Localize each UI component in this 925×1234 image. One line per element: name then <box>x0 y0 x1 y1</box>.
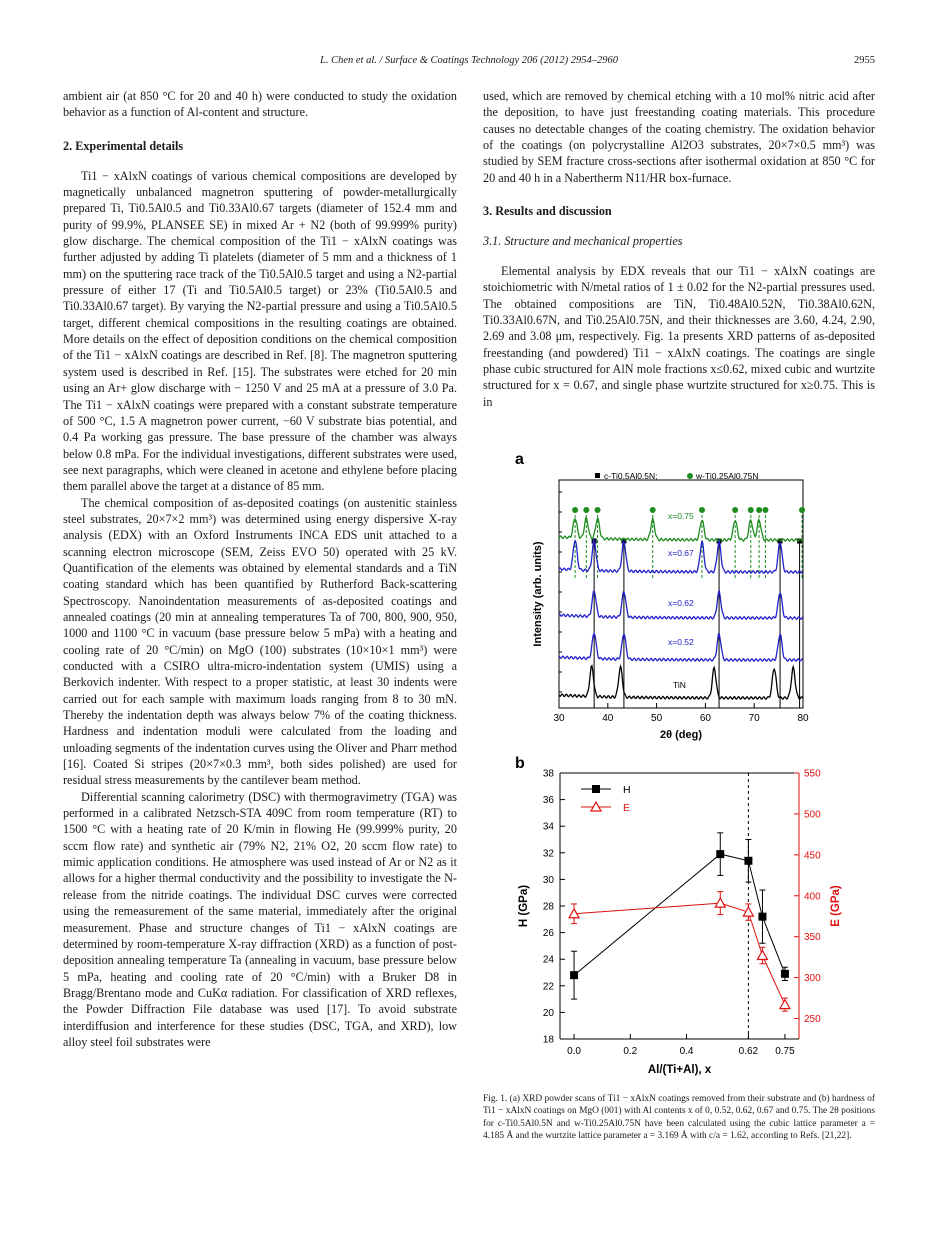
section-3-title: 3. Results and discussion <box>483 204 612 219</box>
wurtzite-ref-marker <box>762 507 768 513</box>
xrd-pattern-label: x=0.62 <box>668 598 694 608</box>
wurtzite-ref-marker <box>748 507 754 513</box>
experimental-paragraph-3: Differential scanning calorimetry (DSC) with thermogravimetry (TGA) was performed in a calibrated Netzsch-STA 409C from room temperature (RT) to 1500 °C with a heating rate of 20 K/min in flowing He (99.999% purity, 20 sccm flow rate) and synthetic air (79% N2, 21% O2, 20 sccm flow rate) to mimic application conditions. He atmosphere was used instead of Ar or N2 as it allows for a higher thermal conductivity and the possibility to investigate the N-release from the nitride coatings. The individual DSC curves were corrected using the remeasurement of the same material, immediately after the original measurement. Phase and structure changes of Ti1 − xAlxN coatings are determined by room-temperature X-ray diffraction (XRD) as a function of post-deposition annealing temperature Ta (annealing in vacuum, base pressure below 5 mPa, heating and cooling rate of 20 °C/min) with a Bruker D8 in Bragg/Brentano mode and CuKα radiation. For classification of XRD reflexes, the Powder Diffraction File database was used [17]. To avoid substrate interdiffusion and interference for these studies (DSC, TGA, and XRD), low alloy steel foil substrates were <box>63 789 457 1049</box>
legend-marker-wurtzite <box>687 473 693 479</box>
continued-paragraph: used, which are removed by chemical etching with a 10 mol% nitric acid after the deposition, to have just freestanding coating materials. This procedure causes no detectable changes of the coating chemistry. The oxidation behavior of the coatings (on polycrystalline Al2O3 substrates, 20×7×0.5 mm³) was studied by SEM fracture cross-sections after isothermal oxidation at 850 °C for 20 and 40 h in a Nabertherm N11/HR box-furnace. <box>483 89 875 185</box>
hardness-panel <box>518 769 842 1077</box>
hb-x-tick-label: 0.2 <box>623 1046 638 1057</box>
data-point-E <box>780 1000 790 1009</box>
hb-x-tick-label: 0.75 <box>775 1046 795 1057</box>
right-column <box>483 88 875 410</box>
h-y-tick-label: 24 <box>542 954 554 966</box>
h-y-tick-label: 20 <box>542 1007 554 1019</box>
h-y-tick-label: 28 <box>542 901 554 913</box>
e-y-tick-label: 550 <box>804 768 821 780</box>
wurtzite-ref-marker <box>595 507 601 513</box>
xrd-x-tick-label: 40 <box>602 713 614 724</box>
legend-label-E: E <box>623 802 631 814</box>
h-y-tick-label: 38 <box>542 768 554 780</box>
legend-marker-cubic <box>595 473 600 478</box>
legend-label-H: H <box>623 784 631 796</box>
journal-citation: L. Chen et al. / Surface & Coatings Technology 206 (2012) 2954–2960 <box>320 55 618 66</box>
left-column <box>63 88 457 1050</box>
section-3-1-title: 3.1. Structure and mechanical properties <box>483 234 683 249</box>
xrd-x-tick-label: 50 <box>651 713 663 724</box>
h-y-tick-label: 32 <box>542 848 554 860</box>
wurtzite-ref-marker <box>699 507 705 513</box>
e-y-tick-label: 300 <box>804 973 821 985</box>
xrd-x-tick-label: 30 <box>553 713 565 724</box>
xrd-x-tick-label: 60 <box>699 713 711 724</box>
h-y-tick-label: 26 <box>542 928 554 940</box>
hb-x-axis-label: Al/(Ti+Al), x <box>647 1064 712 1076</box>
figure-1 <box>483 440 883 1080</box>
xrd-pattern-label: x=0.67 <box>668 548 694 558</box>
panel-b-label: b <box>515 755 525 772</box>
h-y-axis-label: H (GPa) <box>518 884 530 928</box>
results-paragraph-1: Elemental analysis by EDX reveals that our Ti1 − xAlxN coatings are stoichiometric with N/metal ratios of 1 ± 0.02 for the N2-partial pressures used. The obtained compositions are TiN, Ti0.48Al0.52N, Ti0.38Al0.62N, Ti0.33Al0.67N, and Ti0.25Al0.75N, and their thicknesses are 3.60, 4.24, 2.90, 2.69 and 3.08 μm, respectively. Fig. 1a presents XRD patterns of as-deposited freestanding (and powdered) Ti1 − xAlxN coatings. The coatings are single phase cubic structured for AlN mole fractions x≤0.62, mixed cubic and wurtzite structured for x = 0.67, and single phase wurtzite structured for x≥0.75. This is in <box>483 264 875 409</box>
experimental-paragraph-1: Ti1 − xAlxN coatings of various chemical compositions are developed by magnetically unbalanced magnetron sputtering of powder-metallurgically prepared Ti, Ti0.5Al0.5 and Ti0.33Al0.67 targets (diameter of 152.4 mm and purity of 99.9%, PLANSEE SE) in mixed Ar + N2 (both of 99.999% purity) glow discharge. The chemical composition of the Ti1 − xAlxN coatings was further adjusted by adding Ti platelets (diameter of 5 mm and a thickness of 1 mm) on the sputtering race track of the Ti0.5Al0.5 target and using a N2-partial pressure of either 17 (Ti and Ti0.5Al0.5 target) or 23% (Ti0.5Al0.5 and Ti0.33Al0.67 target). By varying the N2-partial pressure and using a Ti0.5Al0.5 target, different chemical compositions in the resulting coatings are obtained. More details on the effect of deposition conditions on the chemical composition of the Ti1 − xAlxN coatings are described in Ref. [8]. The magnetron sputtering system used is described in Ref. [15]. The substrates were etched for 20 min using an Ar+ glow discharge with − 1250 V and 25 mA at a pressure of 3.0 Pa. The Ti1 − xAlxN coatings were prepared with a constant substrate temperature of 500 °C, 1.5 A magnetron power current, −60 V substrate bias potential, and 0.4 Pa working gas pressure. The base pressure of the chamber was always below 0.8 mPa. For the individual investigations, different substrates were used, see next paragraphs, which were cleaned in acetone and ethylene before placing them parallel above the target at a distance of 85 mm. <box>63 168 457 494</box>
e-y-tick-label: 400 <box>804 891 821 903</box>
data-point-H <box>758 913 766 921</box>
e-y-tick-label: 450 <box>804 850 821 862</box>
xrd-pattern-label: TiN <box>673 680 686 690</box>
figure-caption: Fig. 1. (a) XRD powder scans of Ti1 − xAlxN coatings removed from their substrate and (b) hardness of Ti1 − xAlxN coatings on MgO (001) with Al contents x of 0, 0.52, 0.62, 0.67 and 0.75. The 2θ positions for c-Ti0.5Al0.5N and w-Ti0.25Al0.75N have been calculated using the cubic lattice parameter a = 4.185 Å and the wurtzite lattice parameter a = 3.169 Å with c/a = 1.62, according to Refs. [21,22]. <box>483 1094 875 1142</box>
data-point-E <box>757 951 767 960</box>
series-line-H <box>574 854 785 975</box>
page-number: 2955 <box>854 55 875 66</box>
series-line-E <box>574 903 785 1005</box>
hb-x-tick-label: 0.4 <box>679 1046 694 1057</box>
data-point-E <box>715 898 725 907</box>
xrd-pattern-label: x=0.52 <box>668 637 694 647</box>
wurtzite-ref-marker <box>756 507 762 513</box>
wurtzite-ref-marker <box>650 507 656 513</box>
h-y-tick-label: 34 <box>542 821 554 833</box>
xrd-pattern-label: x=0.75 <box>668 511 694 521</box>
h-y-tick-label: 22 <box>542 981 554 993</box>
experimental-paragraph-2: The chemical composition of as-deposited coatings (on austenitic stainless steel substrates, 20×7×2 mm³) was determined using energy dispersive X-ray analysis (EDX) with an Oxford Instruments INCA EDS unit attached to a scanning electron microscope (SEM, Zeiss EVO 50) operated with 25 kV. Quantification of the elements was obtained by elemental standards and a TiN coating standard which has been quantified by Rutherford Back-scattering Spectroscopy. Nanoindentation measurements of as-deposited coatings and annealed coatings (20 min at annealing temperatures Ta of 700, 800, 900, 950, 1000 and 1100 °C in vacuum (base pressure below 5 mPa) with a heating and cooling rate of 20 °C/min) on MgO (100) substrates (10×10×1 mm³) were conducted with a CSIRO ultra-micro-indentation system (UMIS) using a Berkovich indenter. With respect to a proper statistic, at least 30 indents were carried out for each sample with maximum loads ranging from 8 to 30 mN. Thereby the indentation depth was always below 7% of the coating thickness. Hardness and indentation moduli were calculated from the loading and unloading segments of the indentation curves using the Oliver and Pharr method [16]. Coated Si stripes (20×7×0.3 mm³, both sides polished) are used for residual stress measurements by the cantilever beam method. <box>63 495 457 788</box>
data-point-H <box>781 970 789 978</box>
figure-1-svg <box>483 440 883 1080</box>
data-point-H <box>744 857 752 865</box>
legend-marker-H <box>592 785 600 793</box>
xrd-x-tick-label: 80 <box>797 713 809 724</box>
xrd-x-tick-label: 70 <box>748 713 760 724</box>
h-y-tick-label: 30 <box>542 874 554 886</box>
h-y-tick-label: 36 <box>542 795 554 807</box>
e-y-axis-label: E (GPa) <box>830 885 842 927</box>
wurtzite-ref-marker <box>799 507 805 513</box>
wurtzite-ref-marker <box>572 507 578 513</box>
h-y-tick-label: 18 <box>542 1034 554 1046</box>
xrd-panel <box>532 471 809 741</box>
data-point-H <box>570 971 578 979</box>
data-point-E <box>743 907 753 916</box>
xrd-y-axis-label: Intensity (arb. units) <box>532 541 544 647</box>
legend-label-wurtzite: w-Ti0.25Al0.75N <box>696 471 759 481</box>
wurtzite-ref-marker <box>583 507 589 513</box>
legend-label-cubic: c-Ti0.5Al0.5N; <box>604 471 658 481</box>
hb-x-tick-label: 0.62 <box>738 1046 759 1057</box>
panel-a-label: a <box>515 451 524 468</box>
e-y-tick-label: 500 <box>804 809 821 821</box>
wurtzite-ref-marker <box>732 507 738 513</box>
intro-paragraph: ambient air (at 850 °C for 20 and 40 h) were conducted to study the oxidation behavior as a function of Al-content and structure. <box>63 89 457 120</box>
e-y-tick-label: 250 <box>804 1014 821 1026</box>
e-y-tick-label: 350 <box>804 932 821 944</box>
xrd-x-axis-label: 2θ (deg) <box>659 729 703 741</box>
data-point-H <box>716 850 724 858</box>
hb-x-tick-label: 0.0 <box>567 1046 582 1057</box>
section-2-title: 2. Experimental details <box>63 138 184 153</box>
running-header <box>63 55 875 71</box>
